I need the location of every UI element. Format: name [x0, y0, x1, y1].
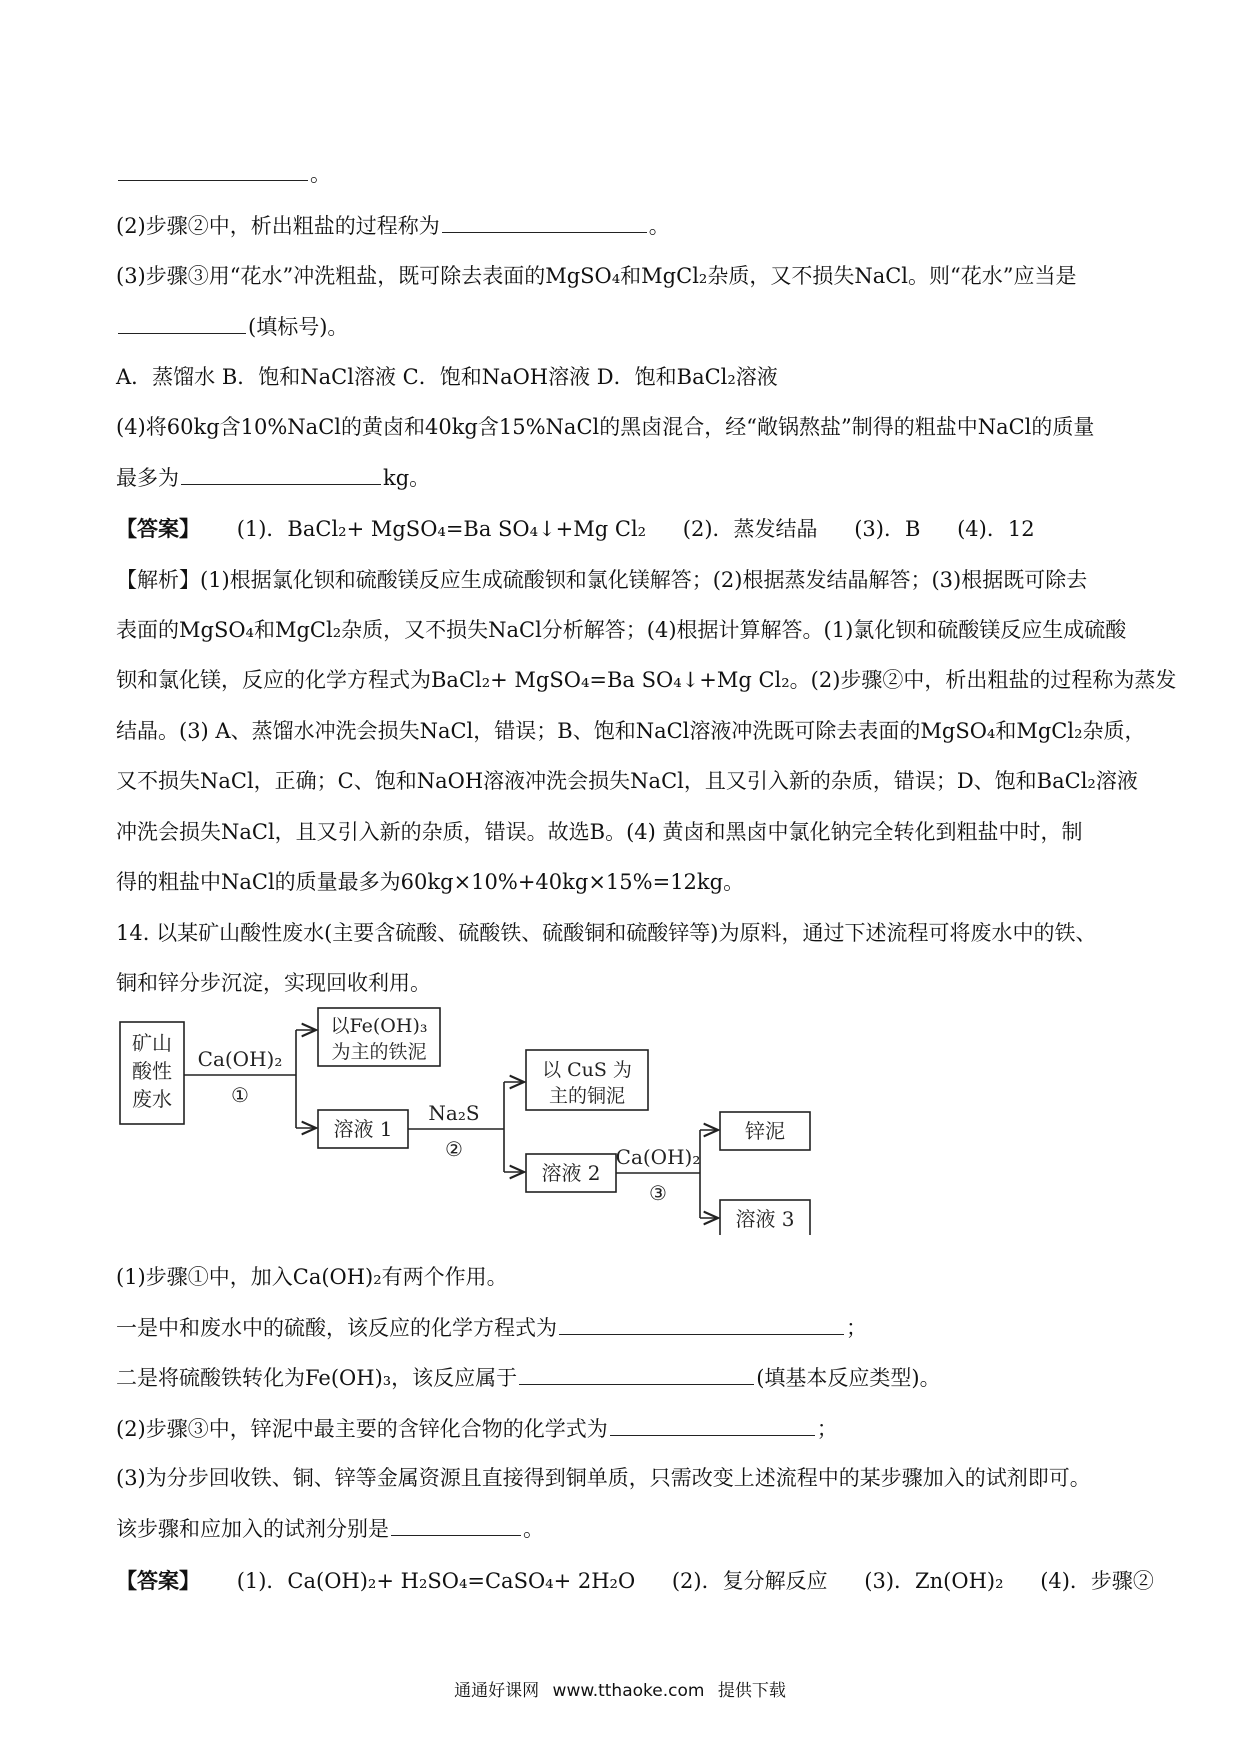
fill-blank[interactable] [519, 1362, 754, 1385]
page-footer [0, 1676, 1240, 1701]
reagent-1: Ca(OH)₂ [197, 1047, 283, 1071]
zinc-mud-label: 锌泥 [745, 1119, 785, 1143]
answer-blank-line: 。 [116, 158, 331, 189]
fill-blank[interactable] [118, 311, 246, 334]
source-label: 废水 [132, 1087, 172, 1111]
copper-mud-label: 以 CuS 为 [542, 1059, 632, 1081]
fill-blank[interactable] [442, 210, 647, 233]
question-14-part-1: (1)步骤①中，加入Ca(OH)₂有两个作用。 [116, 1265, 508, 1289]
question-14-part-1a: 一是中和废水中的硫酸，该反应的化学方程式为 ； [116, 1312, 867, 1343]
question-3-options: A．蒸馏水 B．饱和NaCl溶液 C．饱和NaOH溶液 D．饱和BaCl₂溶液 [116, 365, 778, 389]
solution-1-label: 溶液 1 [333, 1117, 393, 1141]
step-2-marker: ② [445, 1137, 463, 1161]
answer-14: 【答案】 (1)．Ca(OH)₂+ H₂SO₄=CaSO₄+ 2H₂O (2)．复分解反应 (3)．Zn(OH)₂ (4)．步骤② [116, 1568, 1154, 1593]
solution-2-label: 溶液 2 [541, 1161, 601, 1185]
analysis-line: 【解析】(1)根据氯化钡和硫酸镁反应生成硫酸钡和氯化镁解答；(2)根据蒸发结晶解答；(3)根据既可除去 [116, 568, 1088, 592]
question-4-cont: 最多为 kg。 [116, 462, 430, 493]
fill-blank[interactable] [118, 158, 308, 181]
question-14-part-3-cont: 该步骤和应加入的试剂分别是 。 [116, 1513, 544, 1544]
answer-13: 【答案】 (1)．BaCl₂+ MgSO₄=Ba SO₄↓+Mg Cl₂ (2)．蒸发结晶 (3)．B (4)．12 [116, 516, 1035, 541]
footer-note: 提供下载 [717, 1681, 786, 1701]
step-1-marker: ① [231, 1083, 249, 1107]
process-flow-diagram [118, 1000, 838, 1235]
question-14-cont: 铜和锌分步沉淀，实现回收利用。 [116, 971, 431, 995]
analysis-line: 钡和氯化镁，反应的化学方程式为BaCl₂+ MgSO₄=Ba SO₄↓+Mg Cl₂。(2)步骤②中，析出粗盐的过程称为蒸发 [116, 668, 1177, 692]
footer-site-name: 通通好课网 [454, 1681, 540, 1701]
question-14: 14. 以某矿山酸性废水(主要含硫酸、硫酸铁、硫酸铜和硫酸锌等)为原料，通过下述流程可将废水中的铁、 [116, 921, 1097, 945]
question-2: (2)步骤②中，析出粗盐的过程称为 。 [116, 210, 670, 241]
question-3-cont: (填标号)。 [116, 311, 348, 342]
analysis-line: 又不损失NaCl，正确；C、饱和NaOH溶液冲洗会损失NaCl，且又引入新的杂质，错误；D、饱和BaCl₂溶液 [116, 769, 1138, 793]
fill-blank[interactable] [559, 1312, 844, 1335]
source-label: 矿山 [132, 1031, 172, 1055]
source-label: 酸性 [132, 1059, 172, 1083]
solution-3-label: 溶液 3 [735, 1207, 795, 1231]
analysis-line: 表面的MgSO₄和MgCl₂杂质，又不损失NaCl分析解答；(4)根据计算解答。(1)氯化钡和硫酸镁反应生成硫酸 [116, 618, 1127, 642]
fill-blank[interactable] [391, 1513, 521, 1536]
fill-blank[interactable] [181, 462, 381, 485]
analysis-line: 结晶。(3) A、蒸馏水冲洗会损失NaCl，错误；B、饱和NaCl溶液冲洗既可除去表面的MgSO₄和MgCl₂杂质， [116, 719, 1146, 743]
reagent-3: Ca(OH)₂ [615, 1145, 701, 1169]
footer-url[interactable]: www.tthaoke.com [552, 1681, 705, 1701]
question-14-part-1b: 二是将硫酸铁转化为Fe(OH)₃，该反应属于 (填基本反应类型)。 [116, 1362, 941, 1393]
fill-blank[interactable] [610, 1413, 815, 1436]
question-14-part-2: (2)步骤③中，锌泥中最主要的含锌化合物的化学式为 ； [116, 1413, 838, 1444]
step-3-marker: ③ [649, 1181, 667, 1205]
analysis-line: 冲洗会损失NaCl，且又引入新的杂质，错误。故选B。(4) 黄卤和黑卤中氯化钠完全转化到粗盐中时，制 [116, 820, 1083, 844]
iron-mud-label: 为主的铁泥 [331, 1041, 427, 1063]
question-3: (3)步骤③用“花水”冲洗粗盐，既可除去表面的MgSO₄和MgCl₂杂质，又不损失NaCl。则“花水”应当是 [116, 264, 1077, 288]
reagent-2: Na₂S [428, 1101, 480, 1125]
iron-mud-label: 以Fe(OH)₃ [330, 1015, 428, 1037]
analysis-line: 得的粗盐中NaCl的质量最多为60kg×10%+40kg×15%=12kg。 [116, 870, 745, 894]
copper-mud-label: 主的铜泥 [548, 1085, 626, 1107]
question-4: (4)将60kg含10%NaCl的黄卤和40kg含15%NaCl的黑卤混合，经“敞锅熬盐”制得的粗盐中NaCl的质量 [116, 415, 1095, 439]
question-14-part-3: (3)为分步回收铁、铜、锌等金属资源且直接得到铜单质，只需改变上述流程中的某步骤加入的试剂即可。 [116, 1466, 1091, 1490]
